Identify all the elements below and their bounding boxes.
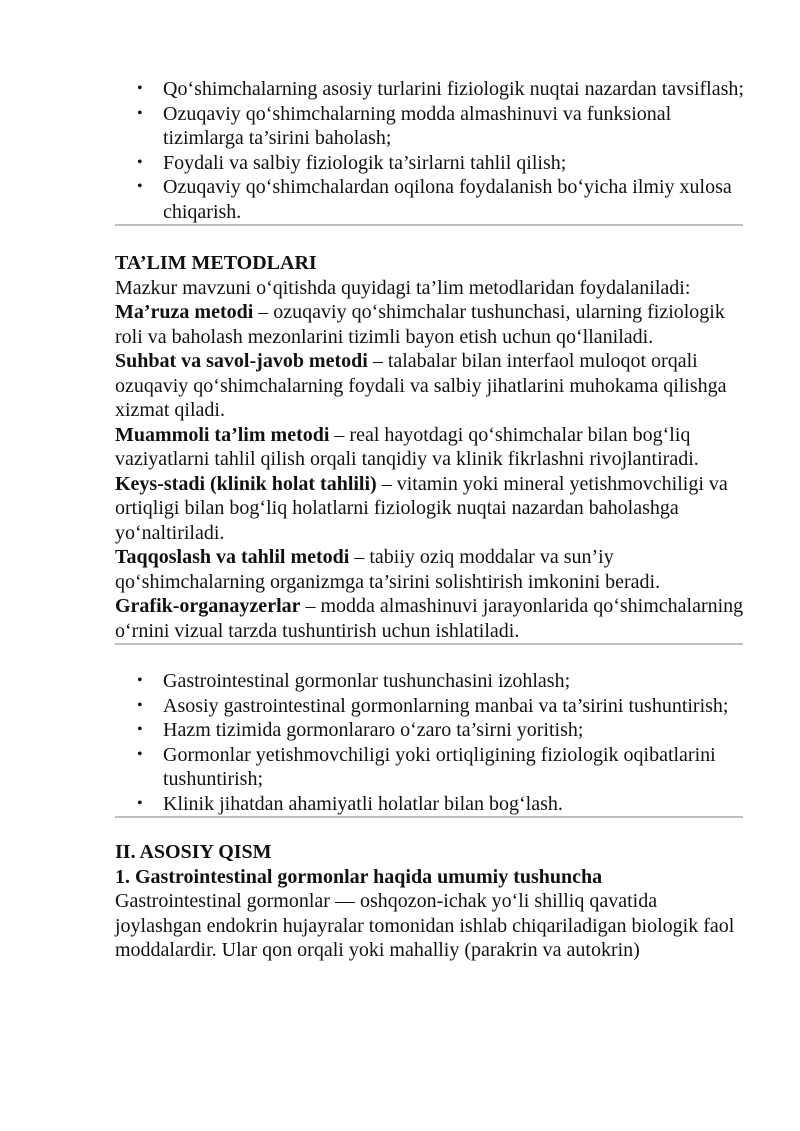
method-item: [115, 349, 747, 423]
method-desc: – vitamin yoki mineral yetishmovchiligi va ortiqligi bilan bog‘liq holatlarni fiziologik nuqtai nazardan baholashga yo‘naltiriladi.: [115, 472, 728, 544]
list-item: • Foydali va salbiy fiziologik ta’sirlarni tahlil qilish;: [115, 151, 747, 176]
section-heading: II. ASOSIY QISM: [115, 841, 272, 863]
method-desc: – tabiiy oziq moddalar va sun’iy qo‘shimchalarning organizmga ta’sirini solishtirish imkonini beradi.: [115, 546, 661, 593]
method-term: Ma’ruza metodi: [115, 301, 254, 323]
list-item: • Ozuqaviy qo‘shimchalardan oqilona foydalanish bo‘yicha ilmiy xulosa chiqarish.: [115, 175, 747, 224]
hormone-objectives-list: [115, 669, 747, 816]
method-desc: – real hayotdagi qo‘shimchalar bilan bog‘liq vaziyatlarni tahlil qilish orqali tanqidiy va klinik fikrlashni rivojlantiradi.: [115, 423, 699, 470]
method-term: Taqqoslash va tahlil metodi: [115, 546, 350, 568]
list-item: • Gastrointestinal gormonlar tushunchasini izohlash;: [115, 669, 747, 694]
method-term: Grafik-organayzerlar: [115, 595, 301, 617]
list-item: • Ozuqaviy qo‘shimchalarning modda almashinuvi va funksional tizimlarga ta’sirini baholash;: [115, 102, 747, 151]
methods-intro: Mazkur mavzuni o‘qitishda quyidagi ta’lim metodlaridan foydalaniladi:: [115, 276, 691, 299]
method-term: Suhbat va savol-javob metodi: [115, 350, 368, 372]
document-page: [115, 77, 747, 963]
method-item: [115, 300, 747, 349]
body-paragraph: Gastrointestinal gormonlar — oshqozon-ichak yo‘li shilliq qavatida joylashgan endokrin hujayralar tomonidan ishlab chiqariladigan biologik faol moddalardir. Ular qon orqali yoki mahalliy (parakrin va autokrin): [115, 890, 735, 961]
method-item: [115, 594, 747, 643]
method-desc: – talabalar bilan interfaol muloqot orqali ozuqaviy qo‘shimchalarning foydali va salbiy jihatlarini muhokama qilishga xizmat qiladi.: [115, 350, 727, 421]
method-desc: – modda almashinuvi jarayonlarida qo‘shimchalarning o‘rnini vizual tarzda tushuntirish uchun ishlatiladi.: [115, 595, 744, 642]
methods-heading: TA’LIM METODLARI: [115, 252, 317, 274]
method-desc: – ozuqaviy qo‘shimchalar tushunchasi, ularning fiziologik roli va baholash mezonlarini tizimli bayon etish uchun qo‘llaniladi.: [115, 301, 725, 348]
objectives-list: [115, 77, 747, 224]
subsection-heading: 1. Gastrointestinal gormonlar haqida umumiy tushuncha: [115, 865, 603, 888]
method-item: [115, 472, 747, 546]
list-item: • Asosiy gastrointestinal gormonlarning manbai va ta’sirini tushuntirish;: [115, 694, 747, 719]
method-term: Keys-stadi (klinik holat tahlili): [115, 472, 377, 495]
list-item: • Qo‘shimchalarning asosiy turlarini fiziologik nuqtai nazardan tavsiflash;: [115, 77, 747, 102]
method-item: [115, 545, 747, 594]
method-item: [115, 423, 747, 472]
list-item: • Gormonlar yetishmovchiligi yoki ortiqligining fiziologik oqibatlarini tushuntirish;: [115, 743, 747, 792]
method-term: Muammoli ta’lim metodi: [115, 423, 330, 446]
list-item: • Klinik jihatdan ahamiyatli holatlar bilan bog‘lash.: [115, 792, 747, 817]
list-item: • Hazm tizimida gormonlararo o‘zaro ta’sirni yoritish;: [115, 718, 747, 743]
